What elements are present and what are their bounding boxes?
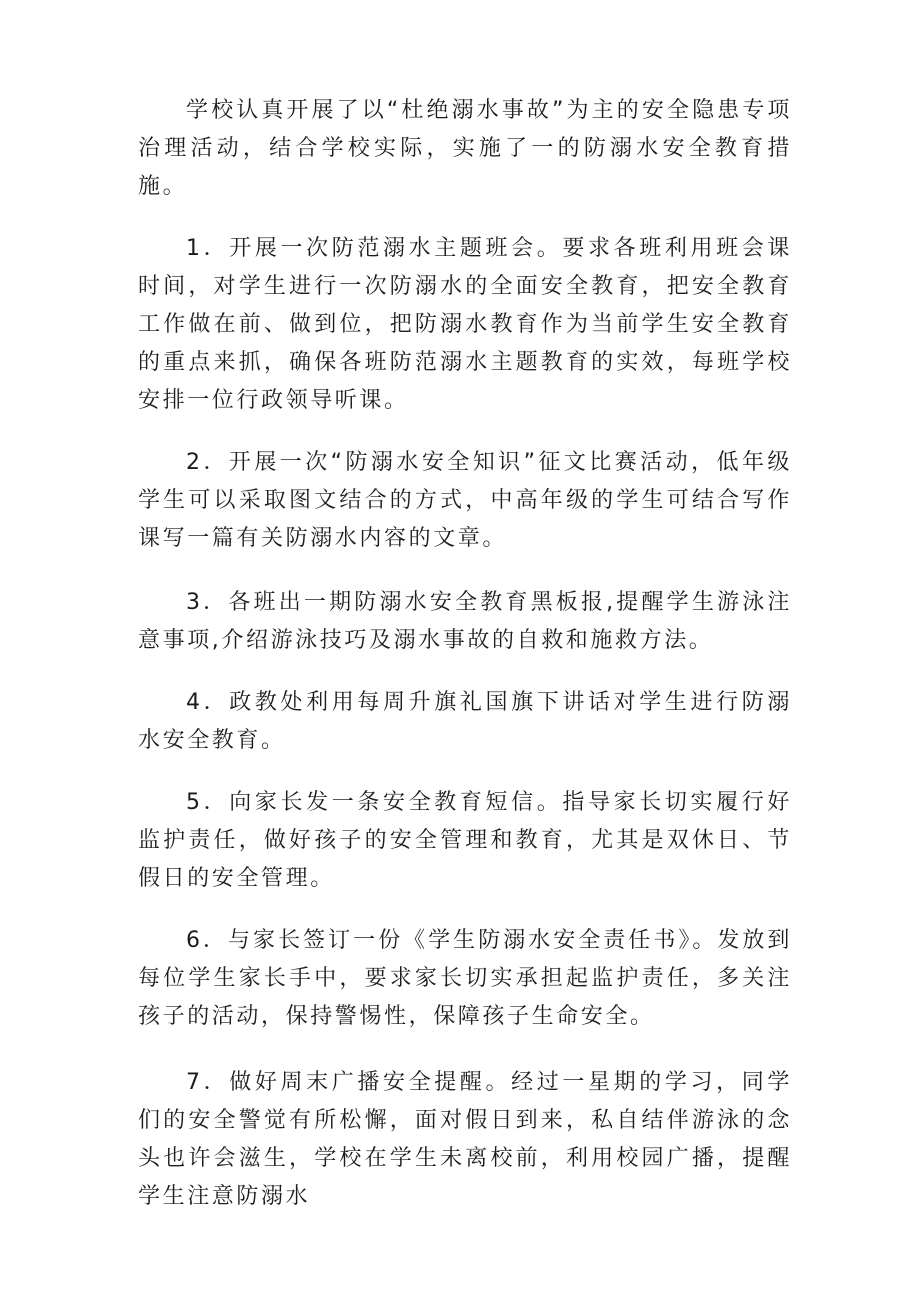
paragraph-item-5: 5．向家长发一条安全教育短信。指导家长切实履行好监护责任，做好孩子的安全管理和教育，尤其是双休日、节假日的安全管理。 <box>138 790 792 891</box>
paragraph-item-3: 3．各班出一期防溺水安全教育黑板报,提醒学生游泳注意事项,介绍游泳技巧及溺水事故的自救和施救方法。 <box>138 590 792 653</box>
paragraph-intro: 学校认真开展了以“杜绝溺水事故”为主的安全隐患专项治理活动，结合学校实际，实施了一的防溺水安全教育措施。 <box>138 98 792 199</box>
paragraph-item-7: 7．做好周末广播安全提醒。经过一星期的学习，同学们的安全警觉有所松懈，面对假日到来，私自结伴游泳的念头也许会滋生，学校在学生未离校前，利用校园广播，提醒学生注意防溺水 <box>138 1070 792 1209</box>
paragraph-item-2: 2．开展一次“防溺水安全知识”征文比赛活动，低年级学生可以采取图文结合的方式，中高年级的学生可结合写作课写一篇有关防溺水内容的文章。 <box>138 450 792 551</box>
paragraph-item-4: 4．政教处利用每周升旗礼国旗下讲话对学生进行防溺水安全教育。 <box>138 690 792 753</box>
paragraph-item-6: 6．与家长签订一份《学生防溺水安全责任书》。发放到每位学生家长手中，要求家长切实承担起监护责任，多关注孩子的活动，保持警惕性，保障孩子生命安全。 <box>138 928 792 1029</box>
paragraph-item-1: 1．开展一次防范溺水主题班会。要求各班利用班会课时间，对学生进行一次防溺水的全面安全教育，把安全教育工作做在前、做到位，把防溺水教育作为当前学生安全教育的重点来抓，确保各班防范溺水主题教育的实效，每班学校安排一位行政领导听课。 <box>138 236 792 413</box>
